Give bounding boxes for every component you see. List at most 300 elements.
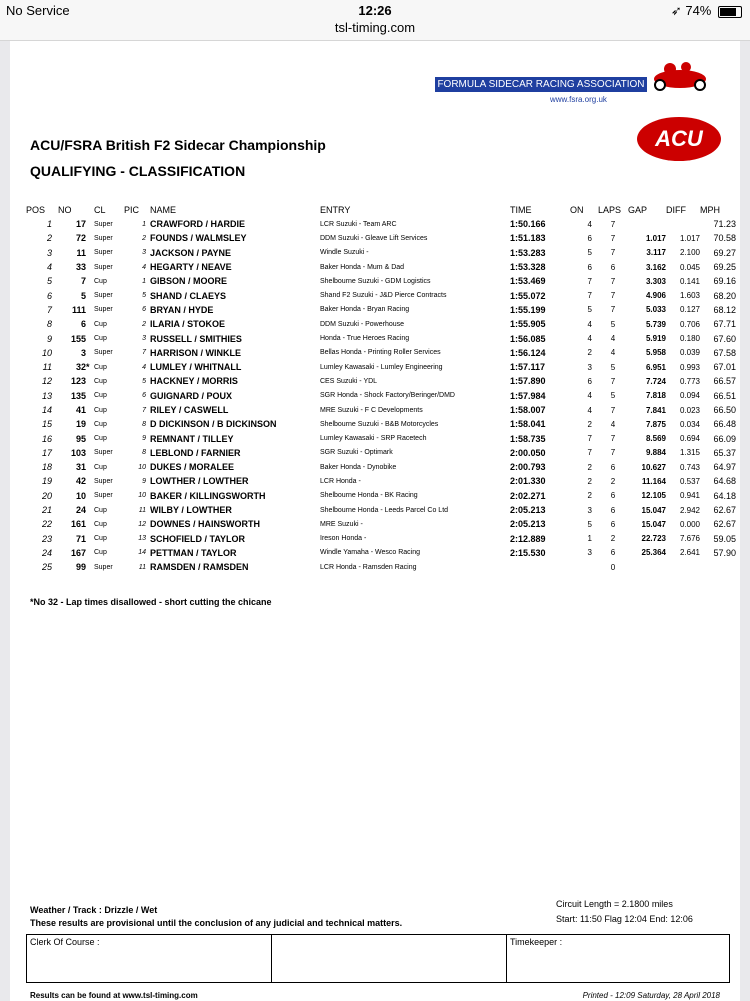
cell-pic: 7	[142, 349, 146, 357]
table-row	[26, 317, 736, 331]
cell-mph: 66.48	[713, 419, 736, 430]
cell-pos: 24	[41, 547, 52, 558]
cell-diff: 0.000	[679, 519, 700, 529]
provisional-notice: These results are provisional until the conclusion of any judicial and technical matters.	[30, 918, 403, 928]
cell-name: LUMLEY / WHITNALL	[150, 362, 242, 373]
cell-pos: 16	[41, 433, 52, 444]
cell-time: 2:02.271	[510, 490, 546, 501]
cell-diff: 0.941	[679, 491, 700, 501]
table-row	[26, 260, 736, 274]
cell-name: D DICKINSON / B DICKINSON	[150, 419, 277, 430]
cell-pos: 6	[46, 290, 52, 301]
cell-pic: 10	[138, 492, 146, 500]
battery-percent: 74%	[685, 3, 712, 18]
cell-no: 24	[75, 505, 86, 516]
cell-diff: 0.773	[679, 376, 700, 386]
cell-diff: 0.034	[679, 419, 700, 429]
cell-mph: 64.97	[713, 462, 736, 473]
cell-no: 95	[75, 433, 86, 444]
cell-entry: DDM Suzuki - Powerhouse	[320, 320, 405, 328]
col-entry: ENTRY	[320, 205, 351, 215]
cell-star	[86, 346, 94, 360]
cell-no: 19	[75, 419, 86, 430]
cell-diff: 0.039	[679, 348, 700, 358]
cell-on: 4	[587, 405, 592, 415]
cell-entry: Lumley Kawasaki - SRP Racetech	[320, 435, 427, 443]
url-text[interactable]: tsl-timing.com	[334, 20, 416, 35]
cell-star	[86, 231, 94, 245]
cell-on: 4	[587, 334, 592, 344]
cell-laps: 0	[610, 562, 616, 572]
cell-pos: 17	[41, 447, 52, 458]
cell-no: 3	[80, 347, 86, 358]
cell-entry: MRE Suzuki -	[320, 520, 363, 528]
address-bar[interactable]	[0, 20, 750, 41]
col-gap: GAP	[628, 205, 648, 215]
col-time: TIME	[510, 205, 532, 215]
cell-entry: DDM Suzuki - Gleave Lift Services	[320, 234, 428, 242]
cell-star	[86, 503, 94, 517]
cell-star	[86, 303, 94, 317]
cell-on: 4	[587, 391, 592, 401]
cell-entry: Baker Honda - Bryan Racing	[320, 306, 410, 314]
cell-diff: 0.127	[679, 305, 700, 315]
signature-box	[26, 934, 730, 983]
cell-star	[86, 389, 94, 403]
classification-table	[26, 203, 736, 574]
cell-pos: 1	[46, 219, 52, 230]
battery-indicator	[671, 3, 742, 19]
cell-pic: 11	[138, 506, 146, 514]
cell-no: 31	[75, 462, 86, 473]
cell-mph: 66.50	[713, 405, 736, 415]
cell-time: 1:56.085	[510, 333, 546, 344]
cell-diff: 2.942	[679, 505, 700, 515]
cell-mph: 68.20	[713, 290, 736, 301]
circuit-length: Circuit Length = 2.1800 miles	[556, 899, 673, 909]
cell-diff: 0.141	[679, 276, 700, 286]
cell-pos: 11	[42, 362, 52, 373]
cell-no: 135	[70, 390, 86, 401]
cell-pos: 23	[41, 533, 52, 544]
cell-diff: 0.743	[679, 462, 700, 472]
cell-no: 7	[80, 276, 86, 287]
table-row	[26, 503, 736, 517]
cell-laps: 5	[610, 319, 616, 329]
cell-mph: 57.90	[713, 547, 736, 558]
session-times: Start: 11:50 Flag 12:04 End: 12:06	[556, 914, 693, 924]
cell-mph: 64.68	[713, 476, 736, 487]
cell-cl: Super	[94, 234, 113, 242]
col-on: ON	[570, 205, 584, 215]
cell-diff: 0.180	[679, 334, 700, 344]
cell-laps: 5	[610, 362, 616, 372]
col-pic: PIC	[124, 205, 140, 215]
cell-on	[570, 560, 598, 574]
cell-pos: 10	[41, 347, 52, 358]
cell-pic: 11	[138, 563, 146, 571]
cell-entry: CES Suzuki - YDL	[320, 377, 378, 385]
cell-pic: 2	[142, 234, 146, 242]
cell-no: 10	[75, 490, 86, 501]
cell-mph: 62.67	[713, 519, 736, 530]
cell-name: DUKES / MORALEE	[150, 462, 235, 473]
cell-gap: 12.105	[641, 491, 666, 501]
cell-time: 1:57.984	[510, 390, 546, 401]
cell-gap: 11.164	[641, 476, 666, 486]
cell-pos: 13	[41, 390, 52, 401]
cell-mph: 65.37	[713, 447, 736, 458]
cell-cl: Cup	[94, 363, 107, 371]
cell-diff	[666, 560, 700, 574]
cell-no: 17	[75, 219, 86, 230]
cell-cl: Super	[94, 220, 113, 228]
table-row	[26, 431, 736, 445]
col-diff: DIFF	[666, 205, 686, 215]
cell-time: 1:50.166	[510, 219, 546, 230]
cell-no: 167	[70, 547, 86, 558]
cell-mph: 71.23	[713, 219, 736, 230]
cell-diff: 0.094	[679, 391, 700, 401]
cell-on: 6	[587, 233, 592, 243]
cell-cl: Super	[94, 449, 113, 457]
cell-pos: 2	[46, 233, 52, 244]
cell-cl: Cup	[94, 320, 107, 328]
status-bar	[0, 0, 750, 22]
results-url: Results can be found at www.tsl-timing.com	[30, 991, 198, 1000]
cell-laps: 7	[610, 448, 616, 458]
cell-cl: Cup	[94, 520, 107, 528]
cell-pic: 1	[142, 277, 146, 285]
cell-no: 155	[70, 333, 86, 344]
table-header	[26, 203, 736, 217]
table-row	[26, 532, 736, 546]
cell-cl: Super	[94, 563, 113, 571]
cell-laps: 4	[610, 334, 616, 344]
cell-time: 2:01.330	[510, 476, 546, 487]
cell-mph: 66.57	[713, 376, 736, 387]
cell-entry: Windle Suzuki -	[320, 249, 369, 257]
cell-on: 7	[587, 291, 592, 301]
table-row	[26, 489, 736, 503]
clerk-cell: Clerk Of Course :	[27, 935, 272, 982]
cell-name: LOWTHER / LOWTHER	[150, 476, 249, 487]
cell-laps: 7	[610, 276, 616, 286]
cell-gap: 5.033	[645, 305, 666, 315]
cell-name: DOWNES / HAINSWORTH	[150, 519, 260, 530]
cell-cl: Cup	[94, 377, 107, 385]
cell-pos: 25	[41, 562, 52, 573]
cell-pos: 7	[46, 304, 52, 315]
cell-on: 4	[587, 319, 592, 329]
cell-pos: 14	[41, 405, 52, 415]
cell-name: REMNANT / TILLEY	[150, 433, 234, 444]
cell-laps: 7	[610, 305, 616, 315]
cell-pos: 19	[41, 476, 52, 487]
cell-laps: 6	[610, 548, 616, 558]
cell-laps: 7	[610, 248, 616, 258]
cell-gap: 8.569	[645, 434, 666, 444]
location-icon: ➶	[670, 3, 682, 18]
col-pos: POS	[26, 205, 46, 215]
table-row	[26, 360, 736, 374]
cell-entry: LCR Suzuki - Team ARC	[320, 220, 397, 228]
cell-cl: Cup	[94, 420, 107, 428]
cell-cl: Cup	[94, 535, 107, 543]
cell-cl: Cup	[94, 463, 107, 471]
cell-no: 32	[75, 362, 86, 373]
cell-cl: Cup	[94, 406, 107, 414]
cell-cl: Super	[94, 263, 113, 271]
cell-entry: LCR Honda -	[320, 477, 361, 485]
cell-gap: 5.958	[645, 348, 666, 358]
cell-no: 123	[70, 376, 86, 387]
cell-time: 2:05.213	[510, 519, 546, 530]
cell-time: 1:58.007	[510, 405, 546, 415]
cell-no: 111	[71, 304, 86, 315]
cell-mph: 69.27	[713, 247, 736, 258]
cell-pic: 8	[142, 420, 146, 428]
table-row	[26, 331, 736, 345]
cell-star	[86, 546, 94, 560]
cell-pos: 21	[41, 505, 52, 516]
cell-diff: 2.641	[679, 548, 700, 558]
table-row	[26, 403, 736, 417]
cell-pos: 8	[46, 319, 52, 330]
cell-gap: 7.818	[645, 391, 666, 401]
cell-gap: 22.723	[641, 534, 666, 544]
cell-no: 5	[80, 290, 86, 301]
cell-no: 11	[76, 247, 86, 258]
fsra-logo-banner: FORMULA SIDECAR RACING ASSOCIATION	[435, 77, 647, 92]
cell-time: 2:05.213	[510, 505, 546, 516]
cell-mph: 67.58	[713, 347, 736, 358]
cell-star	[86, 474, 94, 488]
cell-pos: 4	[46, 262, 52, 273]
cell-mph: 66.51	[713, 390, 736, 401]
cell-entry: Lumley Kawasaki - Lumley Engineering	[320, 363, 443, 371]
col-star	[86, 203, 94, 217]
cell-pic: 4	[142, 363, 146, 371]
cell-mph: 68.12	[713, 304, 736, 315]
cell-gap	[628, 560, 666, 574]
cell-mph: 69.25	[713, 262, 736, 273]
cell-diff: 1.603	[679, 291, 700, 301]
table-row	[26, 546, 736, 560]
cell-time	[510, 560, 570, 574]
cell-entry: Ireson Honda -	[320, 535, 367, 543]
cell-on: 4	[587, 219, 592, 229]
cell-diff: 0.694	[679, 434, 700, 444]
cell-laps: 7	[610, 434, 616, 444]
col-laps: LAPS	[598, 205, 622, 215]
cell-on: 2	[587, 348, 592, 358]
cell-time: 1:58.041	[510, 419, 546, 430]
cell-laps: 7	[610, 233, 616, 243]
cell-star	[86, 274, 94, 288]
cell-no: 99	[75, 562, 86, 573]
cell-on: 6	[587, 262, 592, 272]
cell-cl: Cup	[94, 549, 107, 557]
cell-star	[86, 431, 94, 445]
cell-pos: 18	[41, 462, 52, 473]
cell-diff: 7.676	[679, 534, 700, 544]
cell-on: 7	[587, 448, 592, 458]
cell-cl: Super	[94, 292, 113, 300]
cell-pos: 22	[41, 519, 52, 530]
cell-entry: MRE Suzuki - F C Developments	[320, 406, 423, 414]
cell-no: 71	[75, 533, 86, 544]
cell-pos: 12	[41, 376, 52, 387]
table-row	[26, 288, 736, 302]
cell-pos: 5	[46, 276, 52, 287]
cell-name: WILBY / LOWTHER	[150, 505, 232, 516]
cell-mph: 67.60	[713, 333, 736, 344]
cell-pos: 3	[46, 247, 52, 258]
cell-pic: 7	[142, 406, 146, 414]
cell-entry: Baker Honda - Mum & Dad	[320, 263, 405, 271]
cell-star	[86, 560, 94, 574]
cell-name: RUSSELL / SMITHIES	[150, 333, 242, 344]
cell-star	[86, 288, 94, 302]
cell-time: 1:55.905	[510, 319, 546, 330]
cell-pic: 3	[142, 249, 146, 257]
cell-pic: 5	[142, 292, 146, 300]
cell-laps: 7	[610, 291, 616, 301]
cell-gap: 6.951	[645, 362, 666, 372]
cell-on: 6	[587, 376, 592, 386]
table-row	[26, 303, 736, 317]
cell-diff: 2.100	[679, 248, 700, 258]
cell-pic: 9	[142, 435, 146, 443]
cell-pic: 13	[138, 535, 146, 543]
cell-on: 2	[587, 462, 592, 472]
cell-gap: 1.017	[645, 233, 666, 243]
cell-gap: 10.627	[641, 462, 666, 472]
cell-pos: 9	[46, 333, 52, 344]
cell-pic: 4	[142, 263, 146, 271]
cell-mph: 70.58	[713, 233, 736, 244]
cell-no: 41	[75, 405, 86, 415]
col-mph: MPH	[700, 205, 720, 215]
cell-entry: Shelbourne Suzuki - GDM Logistics	[320, 277, 431, 285]
cell-entry: SGR Honda - Shock Factory/Beringer/DMD	[320, 392, 455, 400]
cell-laps: 7	[610, 219, 616, 229]
cell-time: 2:00.793	[510, 462, 546, 473]
cell-gap: 7.724	[645, 376, 666, 386]
cell-star	[86, 446, 94, 460]
cell-time: 1:53.328	[510, 262, 546, 273]
cell-diff: 1.017	[679, 233, 700, 243]
cell-on: 5	[587, 248, 592, 258]
col-no: NO	[58, 205, 72, 215]
table-row	[26, 246, 736, 260]
cell-name: HARRISON / WINKLE	[150, 347, 241, 358]
cell-diff	[666, 217, 700, 231]
cell-time: 1:55.072	[510, 290, 546, 301]
col-name: NAME	[150, 205, 177, 215]
cell-gap: 7.875	[645, 419, 666, 429]
cell-entry: Baker Honda - Dynobike	[320, 463, 397, 471]
cell-name: GUIGNARD / POUX	[150, 390, 233, 401]
cell-laps: 6	[610, 262, 616, 272]
cell-star	[86, 489, 94, 503]
cell-name: FOUNDS / WALMSLEY	[150, 233, 247, 244]
cell-gap: 3.117	[646, 248, 666, 258]
cell-no: 6	[80, 319, 86, 330]
cell-entry: Honda - True Heroes Racing	[320, 335, 410, 343]
cell-pic: 6	[142, 392, 146, 400]
cell-cl: Super	[94, 477, 113, 485]
weather-text: Weather / Track : Drizzle / Wet	[30, 905, 158, 915]
cell-diff: 0.706	[679, 319, 700, 329]
cell-name: SCHOFIELD / TAYLOR	[150, 533, 246, 544]
cell-mph: 64.18	[713, 490, 736, 501]
cell-name: ILARIA / STOKOE	[150, 319, 226, 330]
cell-pic: 5	[142, 377, 146, 385]
cell-cl: Super	[94, 306, 113, 314]
cell-entry: LCR Honda - Ramsden Racing	[320, 563, 417, 571]
col-cl: CL	[94, 205, 106, 215]
cell-time: 1:58.735	[510, 433, 546, 444]
cell-on: 3	[587, 548, 592, 558]
cell-laps: 6	[610, 491, 616, 501]
cell-diff: 0.023	[679, 405, 700, 415]
cell-star	[86, 217, 94, 231]
cell-pic: 14	[138, 549, 146, 557]
cell-on: 2	[587, 419, 592, 429]
cell-name: RAMSDEN / RAMSDEN	[150, 562, 249, 573]
cell-star	[86, 460, 94, 474]
cell-laps: 7	[610, 405, 616, 415]
cell-star	[86, 403, 94, 417]
cell-laps: 5	[610, 391, 616, 401]
sidecar-icon	[650, 59, 710, 91]
cell-gap: 5.739	[645, 319, 666, 329]
carrier-text: No Service	[6, 3, 70, 18]
table-body	[26, 217, 736, 574]
cell-name: BAKER / KILLINGSWORTH	[150, 490, 266, 501]
cell-mph: 66.09	[713, 433, 736, 444]
cell-entry: SGR Suzuki - Optimark	[320, 449, 393, 457]
cell-star	[86, 317, 94, 331]
cell-cl: Super	[94, 349, 113, 357]
table-row	[26, 346, 736, 360]
table-row	[26, 517, 736, 531]
blank-cell	[272, 935, 507, 982]
cell-gap: 3.162	[645, 262, 666, 272]
cell-entry: Shand F2 Suzuki - J&D Pierce Contracts	[320, 292, 447, 300]
cell-time: 2:15.530	[510, 547, 546, 558]
session-title: QUALIFYING - CLASSIFICATION	[30, 163, 246, 179]
cell-time: 1:51.183	[510, 233, 546, 244]
cell-no: 72	[75, 233, 86, 244]
cell-gap: 9.884	[645, 448, 666, 458]
cell-time: 1:57.117	[510, 362, 546, 373]
cell-time: 1:53.283	[510, 247, 546, 258]
cell-name: PETTMAN / TAYLOR	[150, 547, 237, 558]
cell-star	[86, 331, 94, 345]
printed-stamp: Printed - 12:09 Saturday, 28 April 2018	[582, 991, 720, 1000]
cell-entry: Bellas Honda - Printing Roller Services	[320, 349, 441, 357]
cell-diff: 0.993	[679, 362, 700, 372]
footnote: *No 32 - Lap times disallowed - short cutting the chicane	[30, 597, 272, 607]
cell-laps: 6	[610, 519, 616, 529]
cell-mph: 59.05	[713, 533, 736, 544]
timekeeper-cell: Timekeeper :	[510, 937, 563, 947]
cell-on: 7	[587, 434, 592, 444]
cell-on: 5	[587, 305, 592, 315]
